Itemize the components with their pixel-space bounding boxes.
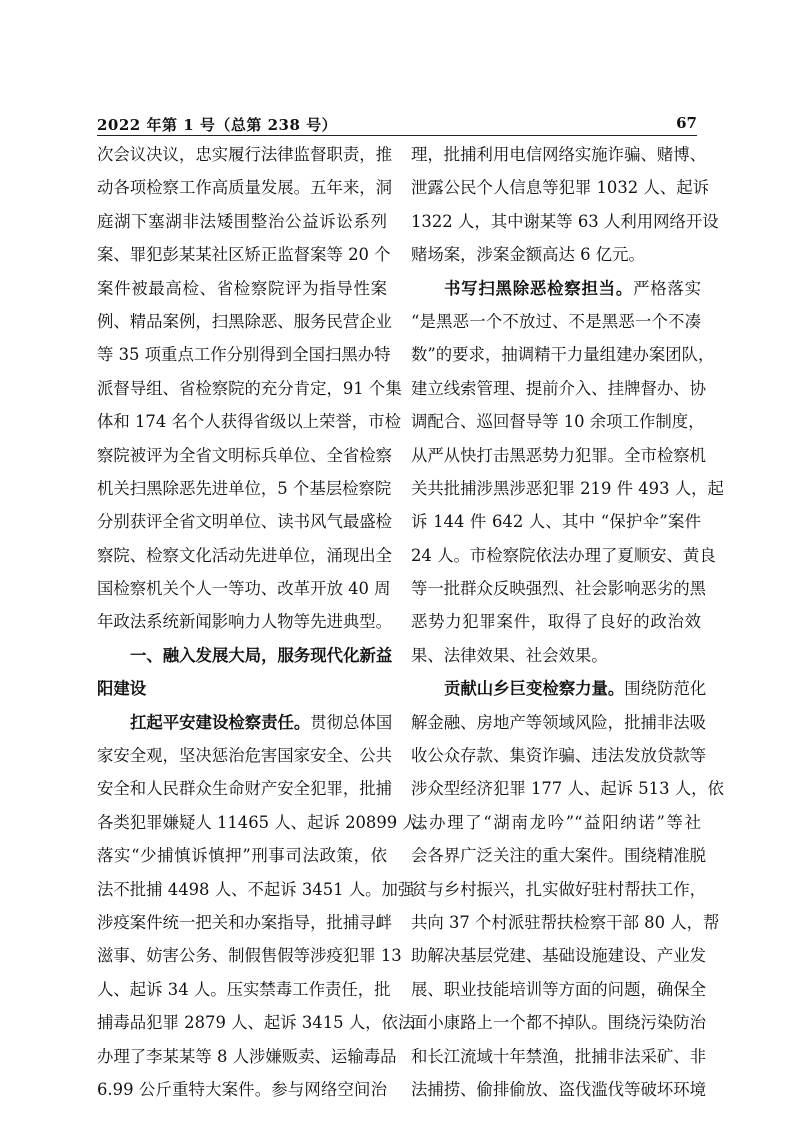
text-line: 面小康路上一个都不掉队。围绕污染防治 <box>411 1013 707 1033</box>
text-line: 果、法律效果、社会效果。 <box>411 645 608 665</box>
text-line: 派督导组、省检察院的充分肯定，91 个集 <box>97 378 402 398</box>
text-line: 滋事、妨害公务、制假售假等涉疫犯罪 13 <box>97 946 402 966</box>
text-line: 收公众存款、集资诈骗、违法发放贷款等 <box>411 746 707 766</box>
text-line: 1322 人，其中谢某等 63 人利用网络开设 <box>411 211 719 231</box>
text-line: 办理了李某某等 8 人涉嫌贩卖、运输毒品 <box>97 1046 397 1066</box>
paragraph-text: 贯彻总体国 <box>310 712 393 732</box>
text-line: 捕毒品犯罪 2879 人、起诉 3415 人，依法 <box>97 1013 415 1033</box>
text-line: 察院、检察文化活动先进单位，涌现出全 <box>97 545 393 565</box>
paragraph-first-line <box>97 706 393 739</box>
text-line: 泄露公民个人信息等犯罪 1032 人、起诉 <box>411 178 709 198</box>
text-line: 从严从快打击黑恶势力犯罪。全市检察机 <box>411 445 707 465</box>
text-line: 展、职业技能培训等方面的问题，确保全 <box>411 979 707 999</box>
text-line: 分别获评全省文明单位、读书风气最盛检 <box>97 512 393 532</box>
paragraph-subheading: 扛起平安建设检察责任。 <box>130 712 311 732</box>
text-line: 国检察机关个人一等功、改革开放 40 周 <box>97 579 391 599</box>
text-line: 赌场案，涉案金额高达 6 亿元。 <box>411 245 645 265</box>
text-line: 法不批捕 4498 人、不起诉 3451 人。加强 <box>97 879 415 899</box>
text-line: 察院被评为全省文明标兵单位、全省检察 <box>97 445 393 465</box>
text-line: 案、罪犯彭某某社区矫正监督案等 20 个 <box>97 245 391 265</box>
issue-info: 2022 年第 1 号（总第 238 号） <box>97 116 338 134</box>
text-line: 涉众型经济犯罪 177 人、起诉 513 人，依 <box>411 779 724 799</box>
section-heading-cont: 阳建设 <box>97 679 147 699</box>
text-line: 机关扫黑除恶先进单位，5 个基层检察院 <box>97 478 392 498</box>
text-line: 体和 174 名个人获得省级以上荣誉，市检 <box>97 412 401 432</box>
left-column <box>97 138 436 1106</box>
text-line: 贫与乡村振兴，扎实做好驻村帮扶工作， <box>411 879 707 899</box>
text-line: 次会议决议，忠实履行法律监督职责，推 <box>97 145 393 164</box>
text-line: 例、精品案例，扫黑除恶、服务民营企业 <box>97 311 393 331</box>
header-rule <box>97 135 697 136</box>
text-line: 庭湖下塞湖非法矮围整治公益诉讼系列 <box>97 211 387 231</box>
text-line: “是黑恶一个不放过、不是黑恶一个不凑 <box>411 311 701 331</box>
text-line: 6.99 公斤重特大案件。参与网络空间治 <box>97 1079 387 1099</box>
text-line: 等 35 项重点工作分别得到全国扫黑办特 <box>97 345 391 365</box>
text-line: 数”的要求，抽调精干力量组建办案团队， <box>411 345 715 365</box>
paragraph-text: 围绕防范化 <box>624 679 707 699</box>
text-line: 等一批群众反映强烈、社会影响恶劣的黑 <box>411 579 707 599</box>
paragraph-text: 严格落实 <box>633 278 702 298</box>
text-line: 和长江流域十年禁渔，批捕非法采矿、非 <box>411 1046 707 1066</box>
text-line: 涉疫案件统一把关和办案指导，批捕寻衅 <box>97 912 393 932</box>
text-line: 人、起诉 34 人。压实禁毒工作责任，批 <box>97 979 391 999</box>
paragraph-subheading: 贡献山乡巨变检察力量。 <box>444 679 625 699</box>
text-line: 各类犯罪嫌疑人 11465 人、起诉 20899 人。 <box>97 812 436 832</box>
text-line: 案件被最高检、省检察院评为指导性案 <box>97 278 387 298</box>
text-line: 调配合、巡回督导等 10 余项工作制度， <box>411 412 705 432</box>
paragraph-first-line <box>411 672 707 705</box>
text-line: 法办理了“湖南龙吟”“益阳纳诺”等社 <box>411 812 701 832</box>
text-line: 落实“少捕慎诉慎押”刑事司法政策，依 <box>97 846 387 866</box>
text-line: 安全和人民群众生命财产安全犯罪，批捕 <box>97 779 393 799</box>
text-line: 恶势力犯罪案件，取得了良好的政治效 <box>411 612 701 632</box>
right-column <box>411 138 724 1106</box>
page-number: 67 <box>676 114 697 132</box>
text-line: 会各界广泛关注的重大案件。围绕精准脱 <box>411 846 707 866</box>
section-heading: 一、融入发展大局，服务现代化新益 <box>130 645 393 665</box>
paragraph-first-line <box>411 272 701 305</box>
text-line: 年政法系统新闻影响力人物等先进典型。 <box>97 612 393 632</box>
paragraph-subheading: 书写扫黑除恶检察担当。 <box>444 278 634 298</box>
text-line: 建立线索管理、提前介入、挂牌督办、协 <box>411 378 707 398</box>
text-line: 诉 144 件 642 人、其中 “保护伞”案件 <box>411 512 701 532</box>
text-line: 共向 37 个村派驻帮扶检察干部 80 人，帮 <box>411 912 720 932</box>
running-header <box>97 114 697 136</box>
text-line: 助解决基层党建、基础设施建设、产业发 <box>411 946 707 966</box>
text-line: 动各项检察工作高质量发展。五年来，洞 <box>97 178 393 198</box>
text-line: 理，批捕利用电信网络实施诈骗、赌博、 <box>411 145 707 164</box>
text-line: 解金融、房地产等领域风险，批捕非法吸 <box>411 712 707 732</box>
text-line: 关共批捕涉黑涉恶犯罪 219 件 493 人，起 <box>411 478 724 498</box>
text-line: 24 人。市检察院依法办理了夏顺安、黄良 <box>411 545 716 565</box>
text-line: 法捕捞、偷排偷放、盗伐滥伐等破坏环境 <box>411 1079 707 1099</box>
text-line: 家安全观，坚决惩治危害国家安全、公共 <box>97 746 393 766</box>
